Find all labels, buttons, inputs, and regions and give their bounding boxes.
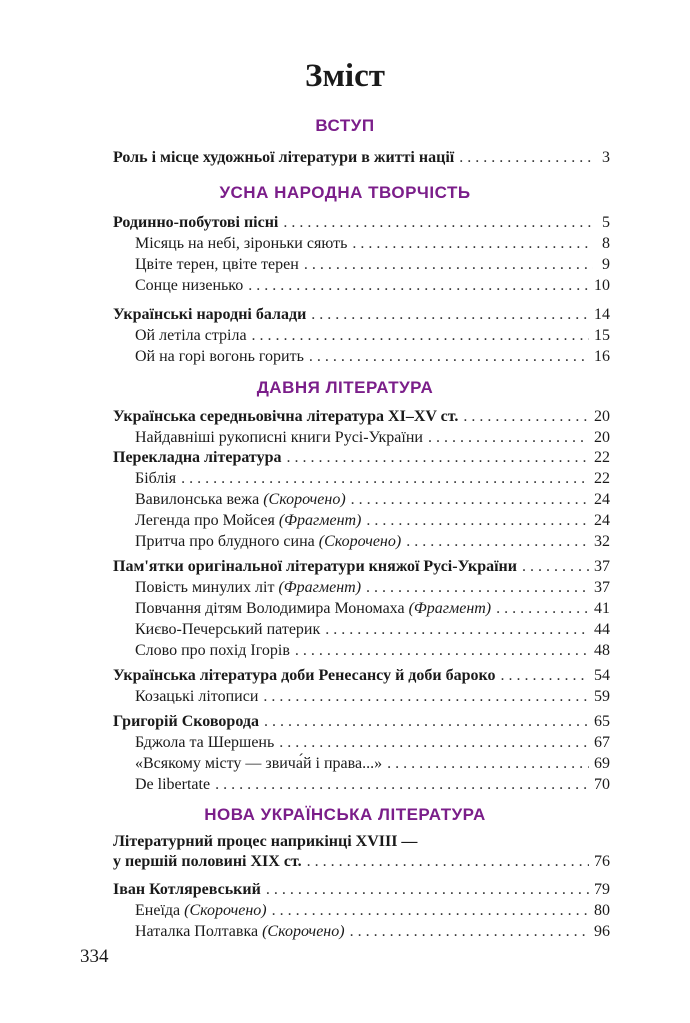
dot-leader (350, 922, 589, 942)
dot-leader (264, 712, 589, 732)
toc-entry-line1[interactable]: Літературний процес наприкінці XVIII — (113, 833, 418, 850)
toc-entry[interactable] (135, 754, 610, 774)
entry-title: Українська середньовічна література XI–XV ст. (113, 408, 459, 425)
toc-entry[interactable] (135, 687, 610, 707)
entry-page: 96 (594, 923, 610, 940)
entry-title: Родинно-побутові пісні (113, 214, 279, 231)
toc-entry[interactable] (113, 213, 610, 233)
entry-title: Ой летіла стріла (135, 327, 247, 344)
dot-leader (325, 620, 589, 640)
toc-entry[interactable] (135, 428, 610, 448)
dot-leader (181, 469, 589, 489)
entry-page: 24 (594, 491, 610, 508)
entry-title: Українські народні балади (113, 306, 307, 323)
toc-entry[interactable] (113, 407, 610, 427)
toc-entry[interactable] (113, 880, 610, 900)
entry-page: 15 (594, 327, 610, 344)
entry-title: Українська література доби Ренесансу й доби бароко (113, 667, 496, 684)
dot-leader (311, 305, 589, 325)
entry-page: 16 (594, 348, 610, 365)
entry-title: Вавилонська вежа (Скорочено) (135, 491, 346, 508)
entry-page: 48 (594, 642, 610, 659)
dot-leader (459, 148, 593, 168)
toc-entry[interactable] (113, 448, 610, 468)
toc-entry[interactable] (135, 599, 610, 619)
toc-entry[interactable] (135, 733, 610, 753)
section-heading-intro: ВСТУП (315, 116, 375, 135)
dot-leader (463, 407, 589, 427)
entry-page: 3 (602, 149, 610, 166)
entry-page: 14 (594, 306, 610, 323)
entry-page: 5 (602, 214, 610, 231)
dot-leader (366, 511, 589, 531)
entry-page: 79 (594, 881, 610, 898)
entry-page: 37 (594, 558, 610, 575)
entry-page: 41 (594, 600, 610, 617)
section-heading-new: НОВА УКРАЇНСЬКА ЛІТЕРАТУРА (204, 805, 486, 824)
entry-title: у першій половині XIX ст. (113, 853, 302, 870)
dot-leader (283, 213, 593, 233)
dot-leader (304, 255, 593, 275)
dot-leader (295, 641, 589, 661)
entry-page: 80 (594, 902, 610, 919)
dot-leader (263, 687, 589, 707)
dot-leader (522, 557, 589, 577)
entry-page: 44 (594, 621, 610, 638)
dot-leader (279, 733, 589, 753)
entry-page: 67 (594, 734, 610, 751)
section-heading-ancient: ДАВНЯ ЛІТЕРАТУРА (256, 378, 434, 397)
entry-title: Повість минулих літ (Фрагмент) (135, 579, 362, 596)
toc-entry[interactable] (135, 511, 610, 531)
toc-entry[interactable] (135, 276, 610, 296)
entry-title: Перекладна література (113, 449, 282, 466)
toc-entry[interactable] (135, 641, 610, 661)
dot-leader (266, 880, 589, 900)
toc-entry[interactable] (135, 469, 610, 489)
entry-title: Наталка Полтавка (Скорочено) (135, 923, 345, 940)
dot-leader (496, 599, 589, 619)
dot-leader (252, 326, 589, 346)
entry-page: 24 (594, 512, 610, 529)
entry-page: 37 (594, 579, 610, 596)
dot-leader (387, 754, 589, 774)
toc-entry[interactable] (135, 922, 610, 942)
entry-title: Легенда про Мойсея (Фрагмент) (135, 512, 362, 529)
toc-entry[interactable] (135, 490, 610, 510)
entry-page: 54 (594, 667, 610, 684)
toc-entry[interactable] (135, 620, 610, 640)
toc-entry[interactable] (113, 148, 610, 168)
entry-title: Притча про блудного сина (Скорочено) (135, 533, 402, 550)
page-number: 334 (80, 946, 109, 967)
toc-entry[interactable] (135, 234, 610, 254)
toc-entry[interactable] (113, 712, 610, 732)
entry-title: Бджола та Шершень (135, 734, 275, 751)
dot-leader (428, 428, 589, 448)
entry-page: 9 (602, 256, 610, 273)
entry-title: Енеїда (Скорочено) (135, 902, 267, 919)
entry-title: Сонце низенько (135, 277, 244, 294)
entry-title: Слово про похід Ігорів (135, 642, 290, 659)
toc-entry[interactable] (135, 901, 610, 921)
entry-page: 76 (594, 853, 610, 870)
entry-title: Козацькі літописи (135, 688, 259, 705)
entry-title: Ой на горі вогонь горить (135, 348, 304, 365)
entry-page: 10 (594, 277, 610, 294)
dot-leader (307, 852, 589, 872)
entry-title: Роль і місце художньої літератури в житті нації (113, 149, 455, 166)
dot-leader (352, 234, 593, 254)
entry-title: Києво-Печерський патерик (135, 621, 321, 638)
toc-entry[interactable] (113, 557, 610, 577)
entry-title: Місяць на небі, зіроньки сяють (135, 235, 348, 252)
entry-title: Біблія (135, 470, 177, 487)
entry-page: 8 (602, 235, 610, 252)
dot-leader (272, 901, 589, 921)
dot-leader (406, 532, 589, 552)
page-title: Зміст (305, 58, 385, 94)
toc-entry[interactable] (135, 255, 610, 275)
section-heading-folk: УСНА НАРОДНА ТВОРЧІСТЬ (219, 183, 471, 202)
entry-page: 20 (594, 408, 610, 425)
dot-leader (248, 276, 589, 296)
dot-leader (366, 578, 589, 598)
entry-page: 70 (594, 776, 610, 793)
entry-title: Цвіте терен, цвіте терен (135, 256, 299, 273)
entry-page: 32 (594, 533, 610, 550)
toc-entry[interactable] (135, 326, 610, 346)
entry-title: Найдавніші рукописні книги Русі-України (135, 429, 423, 446)
dot-leader (501, 666, 590, 686)
entry-title: De libertate (135, 776, 211, 793)
entry-page: 20 (594, 429, 610, 446)
dot-leader (286, 448, 589, 468)
toc-entry[interactable] (113, 666, 610, 686)
entry-page: 22 (594, 449, 610, 466)
entry-page: 59 (594, 688, 610, 705)
entry-title: Іван Котляревський (113, 881, 261, 898)
dot-leader (351, 490, 589, 510)
entry-page: 69 (594, 755, 610, 772)
toc-entry[interactable] (135, 775, 610, 795)
toc-entry[interactable] (113, 305, 610, 325)
entry-page: 65 (594, 713, 610, 730)
toc-entry[interactable] (135, 532, 610, 552)
toc-entry[interactable] (135, 578, 610, 598)
dot-leader (215, 775, 589, 795)
entry-title: Григорій Сковорода (113, 713, 259, 730)
entry-title: Повчання дітям Володимира Мономаха (Фрагмент) (135, 600, 492, 617)
dot-leader (309, 347, 589, 367)
toc-entry[interactable] (113, 852, 610, 872)
entry-page: 22 (594, 470, 610, 487)
entry-title: «Всякому місту — звича́й і права...» (135, 755, 383, 772)
entry-title: Пам'ятки оригінальної літератури княжої Русі-України (113, 558, 517, 575)
toc-entry[interactable] (135, 347, 610, 367)
